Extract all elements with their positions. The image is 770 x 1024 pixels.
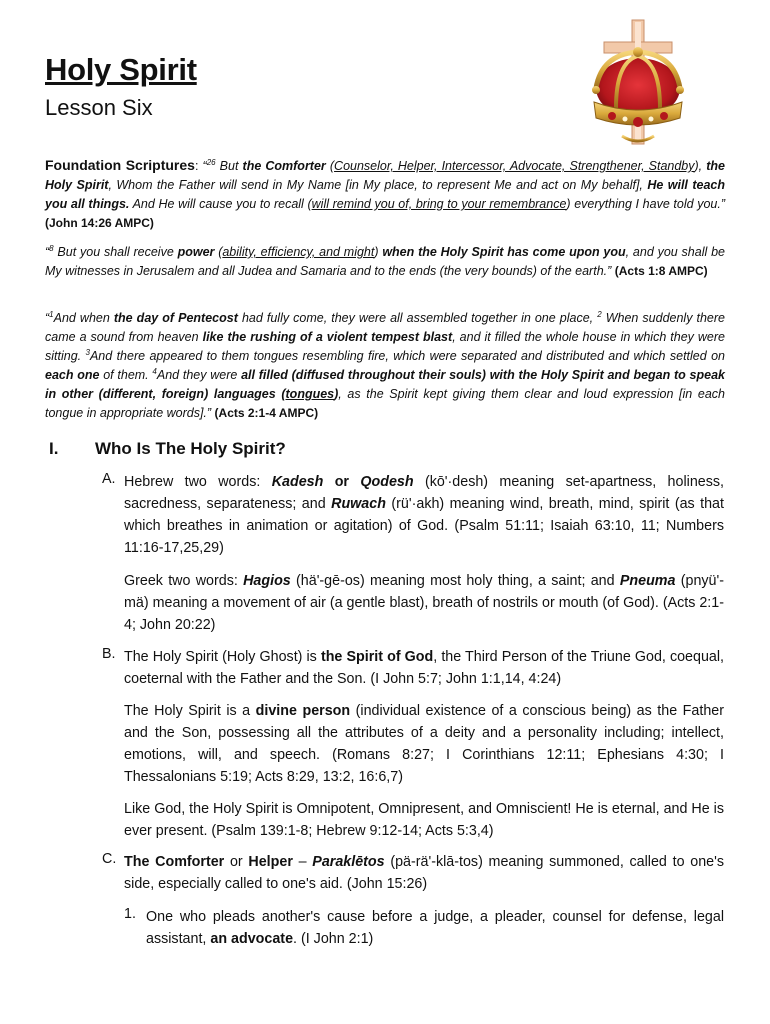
term-text: Pneuma	[619, 573, 676, 589]
body-text: Greek two words:	[124, 573, 244, 589]
verse-text: had fully come, they were all assembled together in one place,	[237, 311, 598, 325]
body-text: (pnyü'-mä) meaning a movement of air (a gentle blast), breath of nostrils or mouth (of God). (Acts 2:1-4; John 20:22)	[124, 573, 724, 633]
term-text: Ruwach	[331, 496, 386, 512]
emphasis-text: the Holy Spirit	[45, 159, 725, 192]
foundation-scripture-john	[45, 156, 725, 233]
emphasis-text: Helper	[248, 854, 293, 870]
verse-text: And He will cause you to recall (	[129, 197, 312, 211]
body-text: Hebrew two words:	[124, 474, 272, 490]
verse-text: , and you shall be My witnesses in Jerusalem and all Judea and Samaria and to the ends (the very bounds) of the earth.”	[45, 245, 725, 278]
emphasis-text: each one	[45, 368, 100, 382]
term-text: Qodesh	[360, 474, 414, 490]
verse-number: 4	[152, 367, 157, 376]
scripture-reference: (Acts 2:1-4 AMPC)	[214, 406, 319, 420]
emphasis-text: all filled (diffused throughout their souls) with the Holy Spirit and began to speak in other (different, foreign) languages (	[45, 368, 725, 401]
quote-open: “	[198, 159, 207, 173]
emphasis-text: the Comforter	[242, 159, 326, 173]
foundation-scripture-acts-1-8	[45, 243, 725, 281]
term-text: Hagios	[243, 573, 291, 589]
item-b-spirit-of-god	[124, 646, 724, 690]
verse-text: ) everything I have told you.”	[566, 197, 725, 211]
foundation-label: Foundation Scriptures	[45, 157, 195, 173]
term-text: Kadesh	[271, 474, 324, 490]
verse-text: And they were	[156, 368, 242, 382]
verse-text: ),	[694, 159, 707, 173]
section-title: Who Is The Holy Spirit?	[95, 439, 286, 458]
section-heading	[49, 439, 286, 459]
verse-text: (	[325, 159, 335, 173]
emphasis-text: power	[177, 245, 215, 259]
item-marker-c: C.	[102, 851, 117, 867]
verse-text: And when	[53, 311, 114, 325]
page-subtitle: Lesson Six	[45, 95, 153, 120]
verse-number: 2	[597, 310, 602, 319]
foundation-colon: :	[194, 159, 199, 173]
emphasis-text: like the rushing of a violent tempest blast	[202, 330, 453, 344]
body-text: (pä-rä'-klā-tos) meaning summoned, called to one's side, especially called to one's aid. (John 15:26)	[124, 854, 724, 892]
scripture-reference: (John 14:26 AMPC)	[45, 216, 154, 230]
item-c-comforter	[124, 851, 724, 895]
emphasis-text: He will teach you all things.	[45, 178, 725, 211]
verse-text: of them.	[99, 368, 153, 382]
verse-text: , Whom the Father will send in My Name [in My place, to represent Me and act on My behalf],	[108, 178, 648, 192]
term-text: Paraklētos	[312, 854, 385, 870]
item-a-hebrew	[124, 471, 724, 559]
emphasis-text: when the Holy Spirit has come upon you	[382, 245, 626, 259]
body-text: . (I John 2:1)	[293, 931, 374, 947]
page-title: Holy Spirit	[45, 52, 197, 87]
emphasis-text: the day of Pentecost	[113, 311, 238, 325]
body-text: (rü'·akh) meaning wind, breath, mind, spirit (as that which breathes in animation or agitation) of God. (Psalm 51:11; Isaiah 63:10, 11; Numbers 11:16-17,25,29)	[124, 496, 724, 556]
verse-text: When suddenly there came a sound from heaven	[45, 311, 725, 344]
body-text: or	[323, 474, 361, 490]
body-text: The Holy Spirit (Holy Ghost) is	[124, 649, 321, 665]
body-text: , the Third Person of the Triune God, coequal, coeternal with the Father and the Son. (I John 5:7; John 1:1,14, 4:24)	[124, 649, 725, 687]
verse-text: And there appeared to them tongues resembling fire, which were separated and distributed and which settled on	[89, 349, 725, 363]
item-marker-a: A.	[102, 471, 116, 487]
verse-number: 3	[85, 348, 90, 357]
emphasis-text: )	[334, 387, 339, 401]
verse-number: 26	[206, 158, 216, 167]
emphasis-text: an advocate	[210, 931, 294, 947]
quote-open: “	[45, 311, 50, 325]
emphasis-text: The Comforter	[124, 854, 225, 870]
verse-text: , and it filled the whole house in which they were sitting.	[45, 330, 725, 363]
verse-text: But you shall receive	[53, 245, 178, 259]
emphasis-text: the Spirit of God	[320, 649, 434, 665]
body-text: (hä'-gē-os) meaning most holy thing, a saint; and	[290, 573, 620, 589]
verse-text: )	[374, 245, 383, 259]
underlined-text: ability, efficiency, and might	[222, 245, 375, 259]
body-text: (kō'·desh) meaning set-apartness, holiness, sacredness, separateness; and	[124, 474, 724, 512]
verse-number: 1	[49, 310, 54, 319]
item-a-greek	[124, 570, 724, 636]
crowned-cross-icon	[582, 18, 694, 146]
body-text: The Holy Spirit is a	[124, 703, 256, 719]
item-c1-advocate	[146, 906, 724, 950]
underlined-text: will remind you of, bring to your remembrance	[311, 197, 567, 211]
body-text: (individual existence of a conscious being) as the Father and the Son, possessing all the attributes of a deity and a personality including; intellect, emotions, will, and speech. (Romans 8:27; I Corinthians 12:11; Ephesians 4:30; I Thessalonians 5:19; Acts 8:29, 13:2, 16:6,7)	[124, 703, 724, 785]
underlined-text: tongues	[285, 387, 335, 401]
verse-text: (	[214, 245, 223, 259]
verse-text: , as the Spirit kept giving them clear and loud expression [in each tongue in appropriate words].”	[45, 387, 726, 420]
underlined-text: Counselor, Helper, Intercessor, Advocate, Strengthener, Standby	[334, 159, 695, 173]
item-b-divine-person	[124, 700, 724, 788]
item-marker-c1: 1.	[124, 906, 136, 922]
item-b-omni: Like God, the Holy Spirit is Omnipotent, Omnipresent, and Omniscient! He is eternal, and He is ever present. (Psalm 139:1-8; Hebrew 9:12-14; Acts 5:3,4)	[124, 801, 724, 839]
quote-open: “	[45, 245, 50, 259]
body-text: or	[224, 854, 249, 870]
scripture-reference: (Acts 1:8 AMPC)	[614, 264, 708, 278]
verse-text: But	[215, 159, 243, 173]
item-marker-b: B.	[102, 646, 116, 662]
body-text: One who pleads another's cause before a judge, a pleader, counsel for defense, legal assistant,	[146, 909, 724, 947]
foundation-scripture-acts-2	[45, 309, 725, 423]
verse-number: 8	[49, 244, 54, 253]
body-text: –	[292, 854, 313, 870]
section-numeral: I.	[49, 439, 59, 458]
emphasis-text: divine person	[255, 703, 351, 719]
